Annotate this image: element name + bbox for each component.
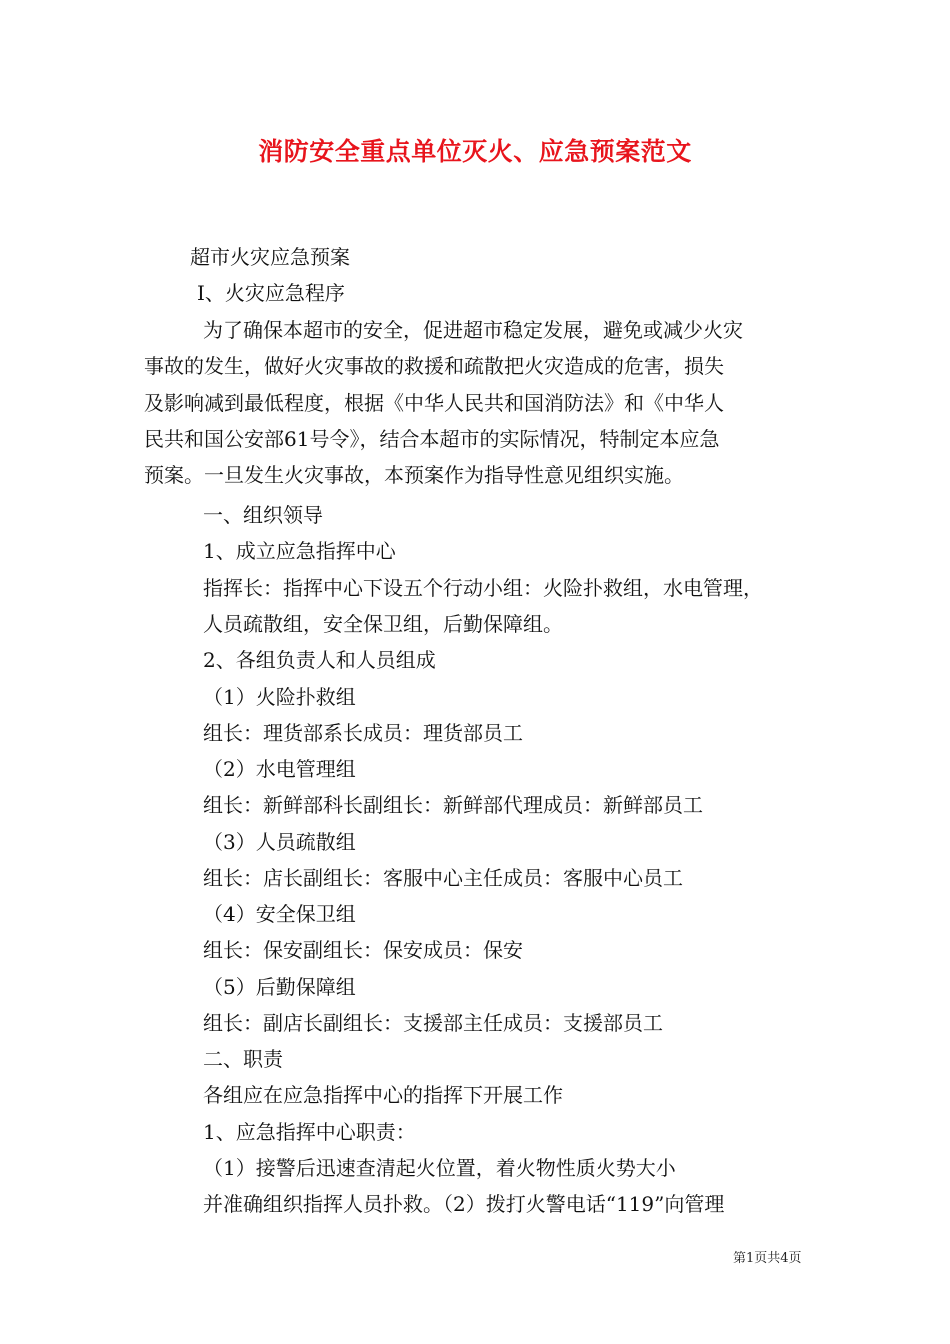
section-heading: 二、职责 — [203, 1047, 283, 1071]
paragraph-line: 2、各组负责人和人员组成 — [203, 648, 436, 672]
paragraph-line: （1）火险扑救组 — [203, 685, 356, 709]
paragraph-line: 超市火灾应急预案 — [190, 245, 350, 269]
paragraph-line: （5）后勤保障组 — [203, 975, 356, 999]
paragraph-line: （2）水电管理组 — [203, 757, 356, 781]
paragraph-line: 组长：新鲜部科长副组长：新鲜部代理成员：新鲜部员工 — [203, 793, 703, 817]
paragraph-line: 组长：理货部系长成员：理货部员工 — [203, 721, 523, 745]
paragraph-line: （3）人员疏散组 — [203, 830, 356, 854]
paragraph-line: 并准确组织指挥人员扑救。（2）拨打火警电话“119”向管理 — [203, 1192, 725, 1216]
paragraph-line: （1）接警后迅速查清起火位置，着火物性质火势大小 — [203, 1156, 676, 1180]
paragraph-line: 及影响减到最低程度，根据《中华人民共和国消防法》和《中华人 — [144, 391, 724, 415]
paragraph-line: 组长：店长副组长：客服中心主任成员：客服中心员工 — [203, 866, 683, 890]
section-heading: 一、组织领导 — [203, 503, 323, 527]
paragraph-line: 指挥长：指挥中心下设五个行动小组：火险扑救组，水电管理， — [203, 576, 763, 600]
paragraph-line: 事故的发生，做好火灾事故的救援和疏散把火灾造成的危害，损失 — [144, 354, 724, 378]
paragraph-line: 为了确保本超市的安全，促进超市稳定发展，避免或减少火灾 — [203, 318, 743, 342]
page-number-footer: 第1页共4页 — [733, 1251, 802, 1266]
paragraph-line: 各组应在应急指挥中心的指挥下开展工作 — [203, 1083, 563, 1107]
paragraph-line: Ⅰ、火灾应急程序 — [197, 281, 345, 305]
paragraph-line: 人员疏散组，安全保卫组，后勤保障组。 — [203, 612, 563, 636]
paragraph-line: （4）安全保卫组 — [203, 902, 356, 926]
paragraph-line: 组长：副店长副组长：支援部主任成员：支援部员工 — [203, 1011, 663, 1035]
paragraph-line: 民共和国公安部61号令》，结合本超市的实际情况，特制定本应急 — [144, 427, 720, 451]
paragraph-line: 组长：保安副组长：保安成员：保安 — [203, 938, 523, 962]
paragraph-line: 1、应急指挥中心职责： — [203, 1120, 416, 1144]
document-title: 消防安全重点单位灭火、应急预案范文 — [258, 137, 692, 166]
paragraph-line: 预案。一旦发生火灾事故，本预案作为指导性意见组织实施。 — [144, 463, 684, 487]
paragraph-line: 1、成立应急指挥中心 — [203, 539, 396, 563]
